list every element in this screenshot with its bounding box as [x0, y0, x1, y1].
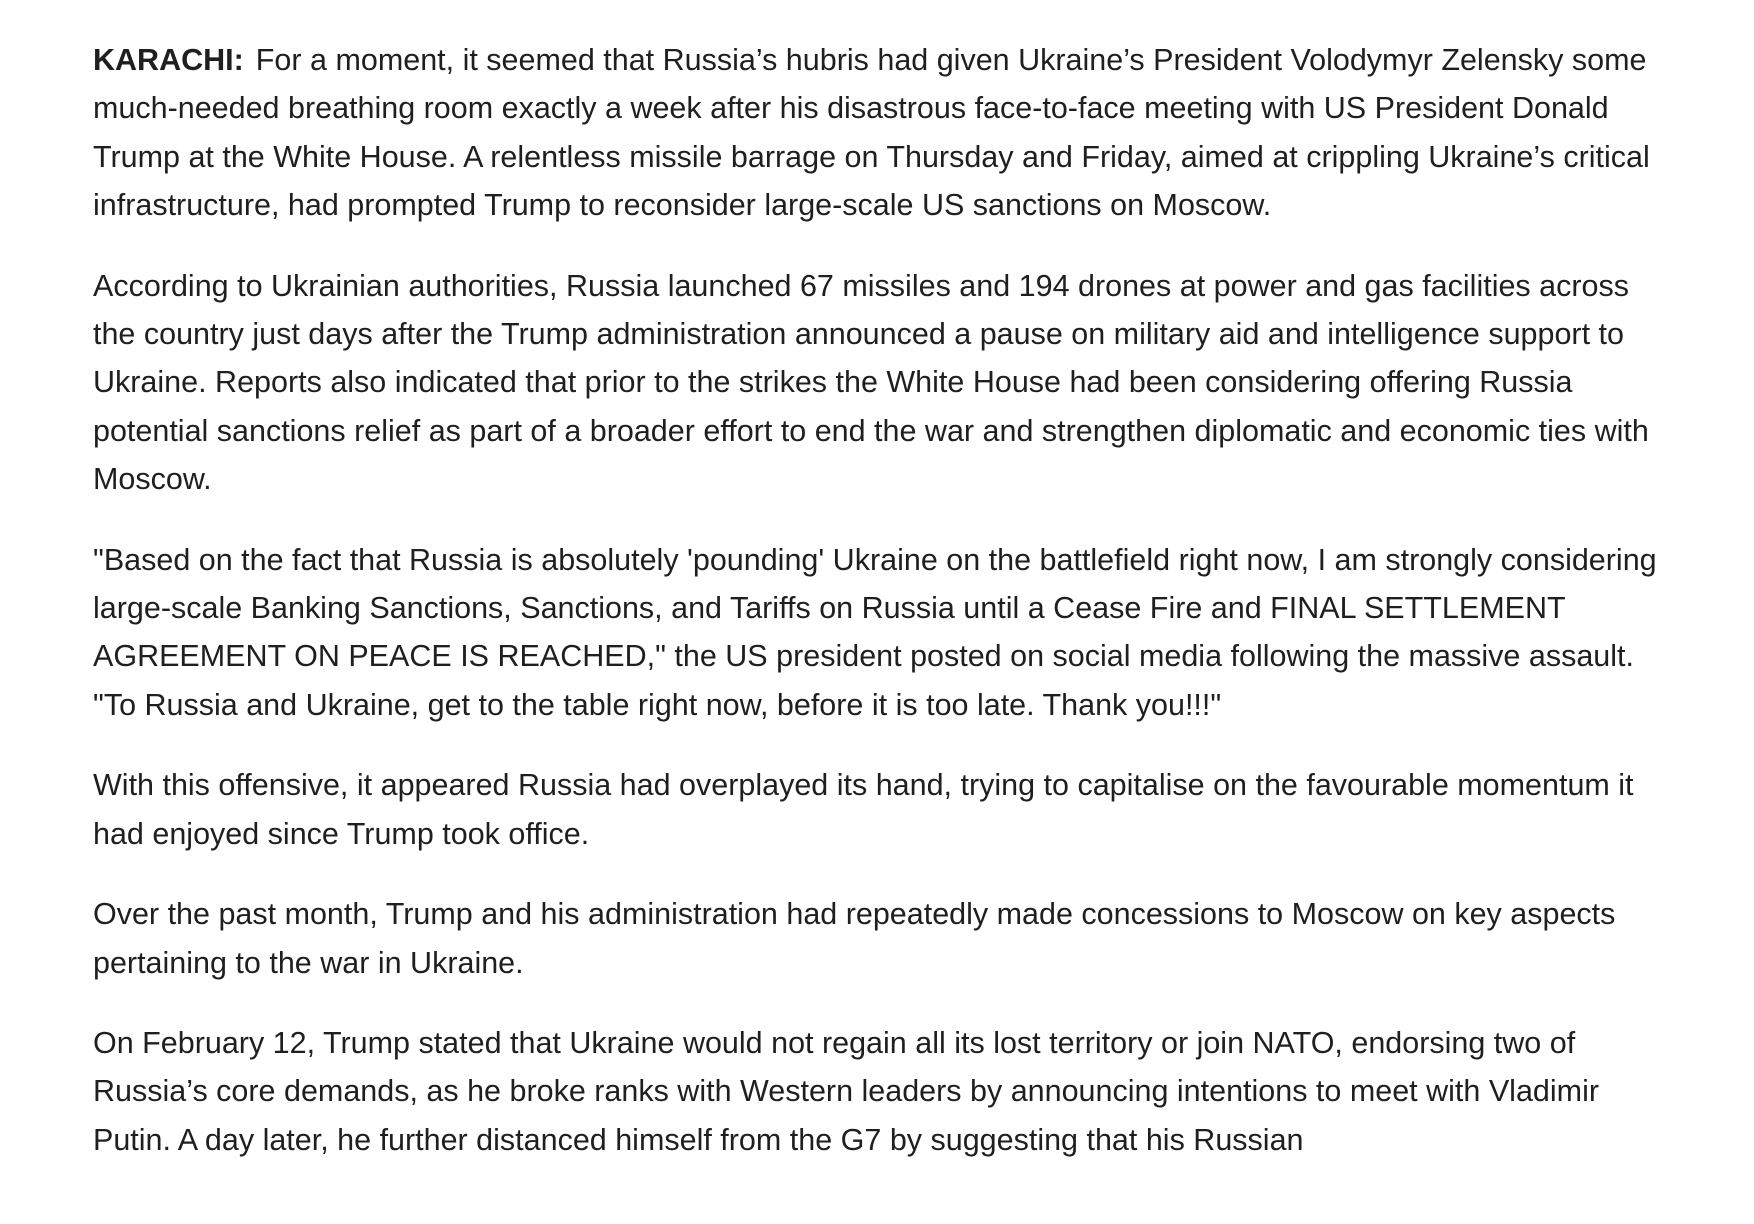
dateline: KARACHI:: [93, 43, 244, 77]
article-paragraph-3: "Based on the fact that Russia is absolutely 'pounding' Ukraine on the battlefield right now, I am strongly considering large-scale Banking Sanctions, Sanctions, and Tariffs on Russia until a Cease Fire and FINAL SETTLEMENT AGREEMENT ON PEACE IS REACHED," the US president posted on social media following the massive assault. "To Russia and Ukraine, get to the table right now, before it is too late. Thank you!!!": [93, 542, 1657, 722]
article-paragraph-4: With this offensive, it appeared Russia had overplayed its hand, trying to capitalise on the favourable momentum it had enjoyed since Trump took office.: [93, 768, 1634, 851]
article-paragraph-2: According to Ukrainian authorities, Russia launched 67 missiles and 194 drones at power and gas facilities across the country just days after the Trump administration announced a pause on military aid and intelligence support to Ukraine. Reports also indicated that prior to the strikes the White House had been considering offering Russia potential sanctions relief as part of a broader effort to end the war and strengthen diplomatic and economic ties with Moscow.: [93, 268, 1649, 497]
article-paragraph-1: [93, 36, 1673, 230]
article-body: [93, 36, 1673, 1196]
paragraph-text: For a moment, it seemed that Russia’s hubris had given Ukraine’s President Volodymyr Zelensky some much-needed breathing room exactly a week after his disastrous face-to-face meeting with US President Donald Trump at the White House. A relentless missile barrage on Thursday and Friday, aimed at crippling Ukraine’s critical infrastructure, had prompted Trump to reconsider large-scale US sanctions on Moscow.: [93, 43, 1650, 223]
article-paragraph-6: On February 12, Trump stated that Ukraine would not regain all its lost territory or join NATO, endorsing two of Russia’s core demands, as he broke ranks with Western leaders by announcing intentions to meet with Vladimir Putin. A day later, he further distanced himself from the G7 by suggesting that his Russian: [93, 1025, 1599, 1157]
article-paragraph-5: Over the past month, Trump and his administration had repeatedly made concessions to Moscow on key aspects pertaining to the war in Ukraine.: [93, 897, 1616, 980]
